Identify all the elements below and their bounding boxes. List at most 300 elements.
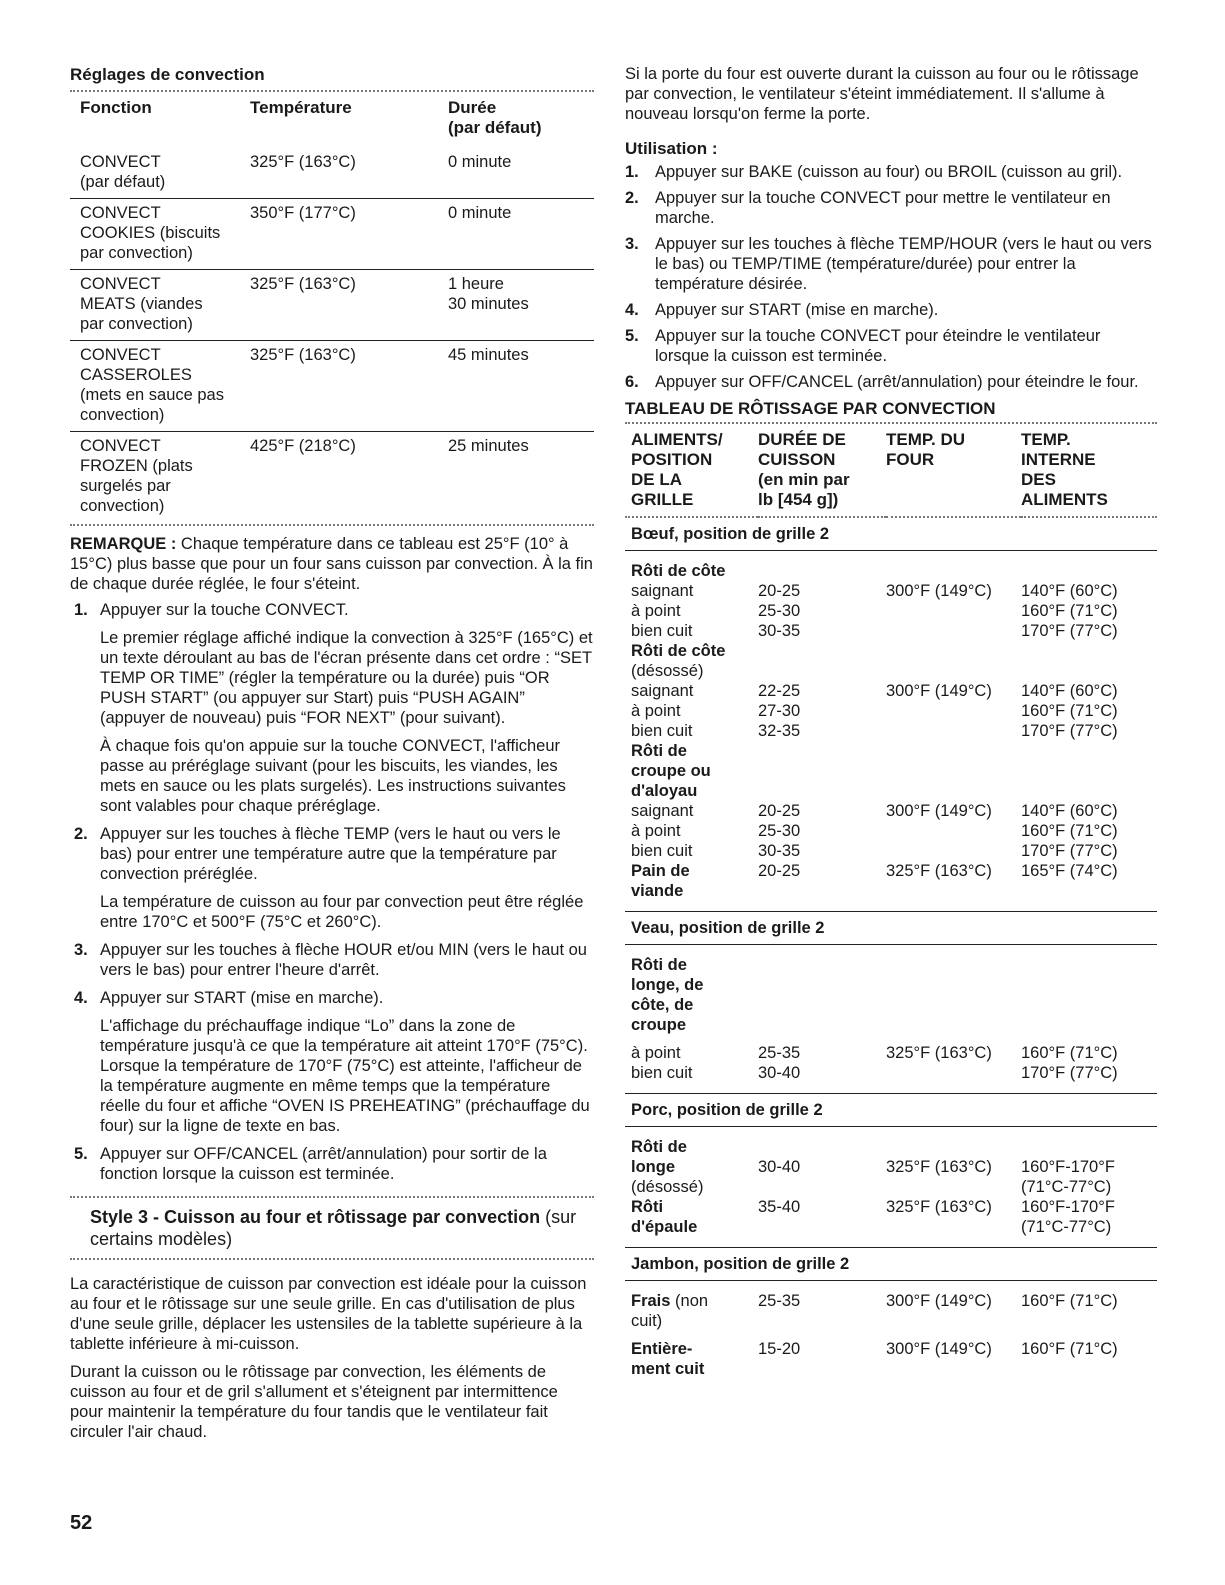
header-duree-line2: (par défaut) <box>448 118 542 137</box>
page-number: 52 <box>70 1512 93 1534</box>
table-row <box>625 821 1157 841</box>
oven-temp-cell <box>886 945 1021 976</box>
table-row <box>625 881 1157 912</box>
food-cell <box>625 681 758 701</box>
food-name: bien cuit <box>631 842 693 860</box>
time-cell: 30-35 <box>758 622 801 640</box>
convection-steps-list <box>70 600 594 1184</box>
section-header-row <box>625 517 1157 551</box>
food-name: Rôti de côte <box>631 562 726 580</box>
time-cell <box>758 761 886 781</box>
food-name: longe, de <box>631 976 704 994</box>
step-text: Appuyer sur la touche CONVECT. <box>100 601 349 619</box>
internal-temp-cell: 140°F (60°C) <box>1021 802 1118 820</box>
cell-line: par convection) <box>80 244 193 262</box>
column-header <box>886 424 1021 517</box>
step-text: Appuyer sur BAKE (cuisson au four) ou BROIL (cuisson au gril). <box>655 163 1123 181</box>
time-cell <box>758 551 886 582</box>
table-row <box>625 681 1157 701</box>
food-name: à point <box>631 822 681 840</box>
internal-temp-cell: 170°F (77°C) <box>1021 842 1118 860</box>
time-cell <box>758 1217 886 1248</box>
internal-temp-cell: 160°F (71°C) <box>1021 1340 1118 1358</box>
table-row <box>625 1177 1157 1197</box>
food-cell <box>625 661 758 681</box>
internal-temp-cell <box>1021 741 1157 761</box>
food-cell <box>625 1311 758 1331</box>
food-name: Rôti de <box>631 1138 687 1156</box>
table-row <box>625 721 1157 741</box>
header-line: INTERNE <box>1021 450 1096 469</box>
oven-temp-cell <box>886 1359 1021 1389</box>
food-name: ment cuit <box>631 1360 705 1378</box>
food-name: longe <box>631 1158 675 1176</box>
food-name: (désossé) <box>631 662 704 680</box>
table-row <box>625 1127 1157 1158</box>
table-row <box>625 741 1157 761</box>
cell-line: CONVECT <box>80 204 161 222</box>
time-cell: 20-25 <box>758 582 801 600</box>
table-row <box>625 1217 1157 1248</box>
duree-cell <box>448 270 594 341</box>
roasting-table <box>625 424 1157 1389</box>
oven-temp-cell <box>886 551 1021 582</box>
cell-line: CONVECT <box>80 275 161 293</box>
table-row <box>625 861 1157 881</box>
food-name: à point <box>631 1044 681 1062</box>
duree-cell <box>448 199 594 270</box>
table-row <box>625 1311 1157 1331</box>
oven-temp-cell: 300°F (149°C) <box>886 582 992 600</box>
food-cell <box>625 721 758 741</box>
food-cell <box>625 1157 758 1177</box>
step-text: Appuyer sur OFF/CANCEL (arrêt/annulation) pour éteindre le four. <box>655 373 1139 391</box>
list-item <box>625 372 1157 392</box>
step-number: 2. <box>625 189 639 207</box>
section-header-row <box>625 1248 1157 1281</box>
table-row <box>625 945 1157 976</box>
time-cell: 15-20 <box>758 1340 801 1358</box>
temperature-cell: 425°F (218°C) <box>250 437 356 455</box>
time-cell: 30-40 <box>758 1158 801 1176</box>
header-fonction: Fonction <box>80 98 152 117</box>
step-number: 4. <box>74 989 88 1007</box>
table-row <box>625 1197 1157 1217</box>
column-header <box>625 424 758 517</box>
food-cell <box>625 551 758 582</box>
step-number: 1. <box>625 163 639 181</box>
food-cell <box>625 1217 758 1248</box>
usage-steps-list <box>625 162 1157 392</box>
time-cell: 32-35 <box>758 722 801 740</box>
paragraph: Durant la cuisson ou le rôtissage par convection, les éléments de cuisson au four et de gril s'allument et s'éteignent par intermittence pour maintenir la température du four tandis que le ventilateur fait circuler l'air chaud. <box>70 1363 558 1441</box>
time-cell <box>758 945 886 976</box>
table-row <box>625 975 1157 995</box>
oven-temp-cell <box>886 661 1021 681</box>
time-cell <box>758 1311 886 1331</box>
food-name: côte, de <box>631 996 694 1014</box>
convection-settings-title: Réglages de convection <box>70 65 265 84</box>
table-row <box>625 841 1157 861</box>
table-row <box>70 146 594 199</box>
cell-line: (mets en sauce pas <box>80 386 224 404</box>
header-line: GRILLE <box>631 490 694 509</box>
table-row <box>625 1157 1157 1177</box>
list-item <box>70 940 594 980</box>
temperature-cell: 325°F (163°C) <box>250 270 448 341</box>
step-text: Appuyer sur START (mise en marche). <box>655 301 939 319</box>
time-cell <box>758 881 886 912</box>
header-line: lb [454 g]) <box>758 490 839 509</box>
oven-temp-cell <box>886 1127 1021 1158</box>
cell-line: 0 minute <box>448 153 512 171</box>
food-cell <box>625 1015 758 1035</box>
header-line: DES <box>1021 470 1056 489</box>
time-cell: 25-30 <box>758 822 801 840</box>
step-number: 4. <box>625 301 639 319</box>
time-cell: 27-30 <box>758 702 801 720</box>
food-cell <box>625 1127 758 1158</box>
food-name: croupe <box>631 1016 687 1034</box>
oven-temp-cell: 300°F (149°C) <box>886 1292 992 1310</box>
food-name: saignant <box>631 682 694 700</box>
list-item <box>625 162 1157 182</box>
roasting-table-title: TABLEAU DE RÔTISSAGE PAR CONVECTION <box>625 399 996 418</box>
list-item <box>70 988 594 1136</box>
divider <box>70 1258 594 1260</box>
usage-title: Utilisation : <box>625 139 718 158</box>
food-cell <box>625 945 758 976</box>
food-cell <box>625 761 758 781</box>
time-cell <box>758 1127 886 1158</box>
table-header-row <box>625 424 1157 517</box>
oven-temp-cell <box>886 881 1021 912</box>
fonction-cell <box>70 199 250 270</box>
header-line: (en min par <box>758 470 850 489</box>
food-name: d'aloyau <box>631 782 698 800</box>
header-line: CUISSON <box>758 450 836 469</box>
food-name: Rôti de <box>631 956 687 974</box>
oven-temp-cell: 300°F (149°C) <box>886 802 992 820</box>
food-cell <box>625 701 758 721</box>
style3-heading <box>70 1198 594 1258</box>
time-cell: 20-25 <box>758 802 801 820</box>
list-item <box>625 188 1157 228</box>
internal-temp-cell: 170°F (77°C) <box>1021 622 1118 640</box>
step-text: Appuyer sur les touches à flèche TEMP (vers le haut ou vers le bas) pour entrer une température autre que la température par convection préréglée. <box>100 825 561 883</box>
table-row <box>625 1035 1157 1063</box>
temperature-cell: 325°F (163°C) <box>250 341 448 432</box>
table-row <box>70 270 594 341</box>
internal-temp-cell <box>1021 995 1157 1015</box>
step-number: 6. <box>625 373 639 391</box>
right-column <box>625 64 1157 1389</box>
cell-line: CONVECT <box>80 437 161 455</box>
table-row <box>70 199 594 270</box>
table-row <box>625 551 1157 582</box>
food-name: d'épaule <box>631 1218 698 1236</box>
section-header-row <box>625 912 1157 945</box>
internal-temp-cell <box>1021 1359 1157 1389</box>
internal-temp-cell <box>1021 641 1157 661</box>
oven-temp-cell <box>886 641 1021 661</box>
table-row <box>625 1281 1157 1312</box>
food-cell <box>625 1035 758 1063</box>
remark <box>70 534 594 594</box>
internal-temp-cell: 160°F (71°C) <box>1021 1292 1118 1310</box>
food-cell <box>625 801 758 821</box>
step-detail: Le premier réglage affiché indique la convection à 325°F (165°C) et un texte déroulant au bas de l'écran présente dans cet ordre : “SET TEMP OR TIME” (régler la température ou la durée) puis “OR PUSH START” (ou appuyer sur Start) puis “PUSH AGAIN” (appuyer de nouveau) puis “FOR NEXT” (pour suivant). <box>100 629 593 727</box>
cell-line: FROZEN (plats <box>80 457 193 475</box>
oven-temp-cell <box>886 741 1021 761</box>
cell-line: (par défaut) <box>80 173 166 191</box>
oven-temp-cell <box>886 621 1021 641</box>
style3-heading-bold: Style 3 - Cuisson au four et rôtissage par convection <box>90 1207 541 1227</box>
oven-temp-cell: 300°F (149°C) <box>886 1340 992 1358</box>
oven-temp-cell <box>886 761 1021 781</box>
table-row <box>70 432 594 523</box>
fonction-cell <box>70 270 250 341</box>
table-row <box>625 641 1157 661</box>
step-number: 2. <box>74 825 88 843</box>
internal-temp-cell: 165°F (74°C) <box>1021 862 1118 880</box>
cell-line: convection) <box>80 406 165 424</box>
internal-temp-cell: 160°F (71°C) <box>1021 702 1118 720</box>
internal-temp-cell <box>1021 1015 1157 1035</box>
food-cell <box>625 1359 758 1389</box>
fonction-cell <box>70 341 250 432</box>
internal-temp-cell <box>1021 551 1157 582</box>
step-detail: L'affichage du préchauffage indique “Lo” dans la zone de température jusqu'à ce que la température ait atteint 170°F (75°C). Lorsque la température de 170°F (75°C) est atteinte, l'afficheur de la température augmente en même temps que la température réelle du four et affiche “OVEN IS PREHEATING” (préchauffage du four) sur la ligne de texte en bas. <box>100 1017 590 1135</box>
internal-temp-cell <box>1021 945 1157 976</box>
table-row <box>625 581 1157 601</box>
section-header-row <box>625 1094 1157 1127</box>
food-name: cuit) <box>631 1312 663 1330</box>
header-line: FOUR <box>886 450 935 469</box>
time-cell: 30-35 <box>758 842 801 860</box>
table-row <box>625 1359 1157 1389</box>
food-cell <box>625 975 758 995</box>
section-title: Veau, position de grille 2 <box>625 912 1157 945</box>
time-cell <box>758 641 886 661</box>
step-number: 1. <box>74 601 88 619</box>
internal-temp-cell <box>1021 1127 1157 1158</box>
list-item <box>625 300 1157 320</box>
internal-temp-cell: 160°F-170°F <box>1021 1198 1115 1216</box>
step-text: Appuyer sur les touches à flèche HOUR et/ou MIN (vers le haut ou vers le bas) pour entrer l'heure d'arrêt. <box>100 941 587 979</box>
food-name: croupe ou <box>631 762 711 780</box>
header-line: DURÉE DE <box>758 430 846 449</box>
time-cell: 22-25 <box>758 682 801 700</box>
oven-temp-cell <box>886 975 1021 995</box>
internal-temp-cell: 160°F (71°C) <box>1021 822 1118 840</box>
step-text: Appuyer sur START (mise en marche). <box>100 989 384 1007</box>
food-cell <box>625 781 758 801</box>
oven-temp-cell <box>886 995 1021 1015</box>
internal-temp-cell <box>1021 661 1157 681</box>
oven-temp-cell <box>886 601 1021 621</box>
oven-temp-cell: 325°F (163°C) <box>886 1044 992 1062</box>
food-name: Pain de <box>631 862 690 880</box>
column-header <box>758 424 886 517</box>
temperature-cell: 350°F (177°C) <box>250 199 448 270</box>
internal-temp-cell: 140°F (60°C) <box>1021 582 1118 600</box>
cell-line: par convection) <box>80 315 193 333</box>
food-cell <box>625 1331 758 1359</box>
food-cell <box>625 995 758 1015</box>
step-number: 5. <box>74 1145 88 1163</box>
oven-temp-cell <box>886 721 1021 741</box>
oven-temp-cell <box>886 1217 1021 1248</box>
cell-line: CONVECT <box>80 153 161 171</box>
fonction-cell <box>70 432 250 523</box>
time-cell: 25-35 <box>758 1292 801 1310</box>
food-name: Rôti de <box>631 742 687 760</box>
cell-line: 45 minutes <box>448 346 529 364</box>
cell-line: 30 minutes <box>448 295 529 313</box>
duree-cell <box>448 432 594 523</box>
food-cell <box>625 581 758 601</box>
table-row <box>625 701 1157 721</box>
food-note: (non <box>670 1292 709 1310</box>
left-column <box>70 64 594 1442</box>
internal-temp-cell: (71°C-77°C) <box>1021 1218 1112 1236</box>
oven-temp-cell: 325°F (163°C) <box>886 1158 992 1176</box>
time-cell <box>758 1177 886 1197</box>
paragraph: La caractéristique de cuisson par convection est idéale pour la cuisson au four et le rôtissage sur une seule grille. En cas d'utilisation de plus d'une seule grille, déplacer les ustensiles de la tablette supérieure à la tablette inférieure à mi-cuisson. <box>70 1275 587 1353</box>
food-name: bien cuit <box>631 722 693 740</box>
divider <box>70 524 594 526</box>
food-name: bien cuit <box>631 622 693 640</box>
food-cell <box>625 741 758 761</box>
food-cell <box>625 1281 758 1312</box>
header-line: POSITION <box>631 450 713 469</box>
temperature-cell: 325°F (163°C) <box>250 146 448 199</box>
cell-line: convection) <box>80 497 165 515</box>
table-row <box>625 621 1157 641</box>
internal-temp-cell: 140°F (60°C) <box>1021 682 1118 700</box>
oven-temp-cell <box>886 781 1021 801</box>
step-number: 5. <box>625 327 639 345</box>
time-cell <box>758 1015 886 1035</box>
internal-temp-cell: 170°F (77°C) <box>1021 1064 1118 1082</box>
list-item <box>70 1144 594 1184</box>
table-row <box>625 661 1157 681</box>
time-cell: 35-40 <box>758 1198 801 1216</box>
food-name: saignant <box>631 582 694 600</box>
time-cell <box>758 1359 886 1389</box>
food-cell <box>625 641 758 661</box>
food-name: saignant <box>631 802 694 820</box>
internal-temp-cell <box>1021 761 1157 781</box>
food-name: Frais <box>631 1292 671 1310</box>
step-detail: La température de cuisson au four par convection peut être réglée entre 170°C et 500°F (75°C et 260°C). <box>100 893 584 931</box>
time-cell <box>758 741 886 761</box>
time-cell <box>758 975 886 995</box>
step-detail: À chaque fois qu'on appuie sur la touche CONVECT, l'afficheur passe au préréglage suivant (pour les biscuits, les viandes, les mets en sauce ou les plats surgelés). Les instructions suivantes sont valables pour chaque préréglage. <box>100 737 566 815</box>
internal-temp-cell <box>1021 881 1157 912</box>
table-header-row <box>70 92 594 146</box>
remark-label: REMARQUE : <box>70 535 177 553</box>
list-item <box>70 600 594 816</box>
time-cell: 25-30 <box>758 602 801 620</box>
time-cell: 20-25 <box>758 862 801 880</box>
oven-temp-cell: 325°F (163°C) <box>886 1198 992 1216</box>
duree-cell <box>448 341 594 432</box>
cell-line: surgelés par <box>80 477 171 495</box>
header-line: TEMP. DU <box>886 430 966 449</box>
list-item <box>625 234 1157 294</box>
fonction-cell <box>70 146 250 199</box>
food-name: Rôti <box>631 1198 664 1216</box>
oven-temp-cell <box>886 1177 1021 1197</box>
cell-line: 25 minutes <box>448 437 529 455</box>
convection-settings-table <box>70 92 594 522</box>
internal-temp-cell: 170°F (77°C) <box>1021 722 1118 740</box>
list-item <box>70 824 594 932</box>
internal-temp-cell <box>1021 1311 1157 1331</box>
cell-line: CONVECT <box>80 346 161 364</box>
internal-temp-cell: 160°F (71°C) <box>1021 1044 1118 1062</box>
food-name: à point <box>631 602 681 620</box>
internal-temp-cell <box>1021 975 1157 995</box>
header-line: ALIMENTS/ <box>631 430 723 449</box>
food-cell <box>625 601 758 621</box>
table-row <box>625 801 1157 821</box>
section-title: Jambon, position de grille 2 <box>625 1248 1157 1281</box>
food-cell <box>625 621 758 641</box>
table-row <box>625 781 1157 801</box>
list-item <box>625 326 1157 366</box>
food-name: (désossé) <box>631 1178 704 1196</box>
duree-cell <box>448 146 594 199</box>
oven-temp-cell <box>886 841 1021 861</box>
cell-line: 0 minute <box>448 204 512 222</box>
food-name: Rôti de côte <box>631 642 726 660</box>
remark-text: Chaque température dans ce tableau est 25°F (10° à 15°C) plus basse que pour un four sans cuisson par convection. À la fin de chaque durée réglée, le four s'éteint. <box>70 535 593 593</box>
header-temperature: Température <box>250 98 352 117</box>
oven-temp-cell: 325°F (163°C) <box>886 862 992 880</box>
intro-paragraph: Si la porte du four est ouverte durant la cuisson au four ou le rôtissage par convection, le ventilateur s'éteint immédiatement. Il s'allume à nouveau lorsqu'on ferme la porte. <box>625 65 1139 123</box>
header-duree <box>448 92 594 146</box>
step-text: Appuyer sur OFF/CANCEL (arrêt/annulation) pour sortir de la fonction lorsque la cuisson est terminée. <box>100 1145 547 1183</box>
step-text: Appuyer sur la touche CONVECT pour mettre le ventilateur en marche. <box>655 189 1111 227</box>
step-number: 3. <box>625 235 639 253</box>
food-cell <box>625 821 758 841</box>
table-row <box>70 341 594 432</box>
food-cell <box>625 881 758 912</box>
food-cell <box>625 1063 758 1094</box>
time-cell: 25-35 <box>758 1044 801 1062</box>
section-title: Porc, position de grille 2 <box>625 1094 1157 1127</box>
cell-line: 1 heure <box>448 275 504 293</box>
column-header <box>1021 424 1157 517</box>
step-text: Appuyer sur les touches à flèche TEMP/HOUR (vers le haut ou vers le bas) ou TEMP/TIME (température/durée) pour entrer la température désirée. <box>655 235 1152 293</box>
header-line: DE LA <box>631 470 682 489</box>
oven-temp-cell <box>886 1063 1021 1094</box>
header-duree-line1: Durée <box>448 98 497 117</box>
oven-temp-cell: 300°F (149°C) <box>886 682 992 700</box>
table-row <box>625 995 1157 1015</box>
header-line: TEMP. <box>1021 430 1071 449</box>
cell-line: CASSEROLES <box>80 366 192 384</box>
food-name: bien cuit <box>631 1064 693 1082</box>
time-cell <box>758 661 886 681</box>
table-row <box>625 601 1157 621</box>
oven-temp-cell <box>886 821 1021 841</box>
food-name: viande <box>631 882 684 900</box>
time-cell: 30-40 <box>758 1064 801 1082</box>
